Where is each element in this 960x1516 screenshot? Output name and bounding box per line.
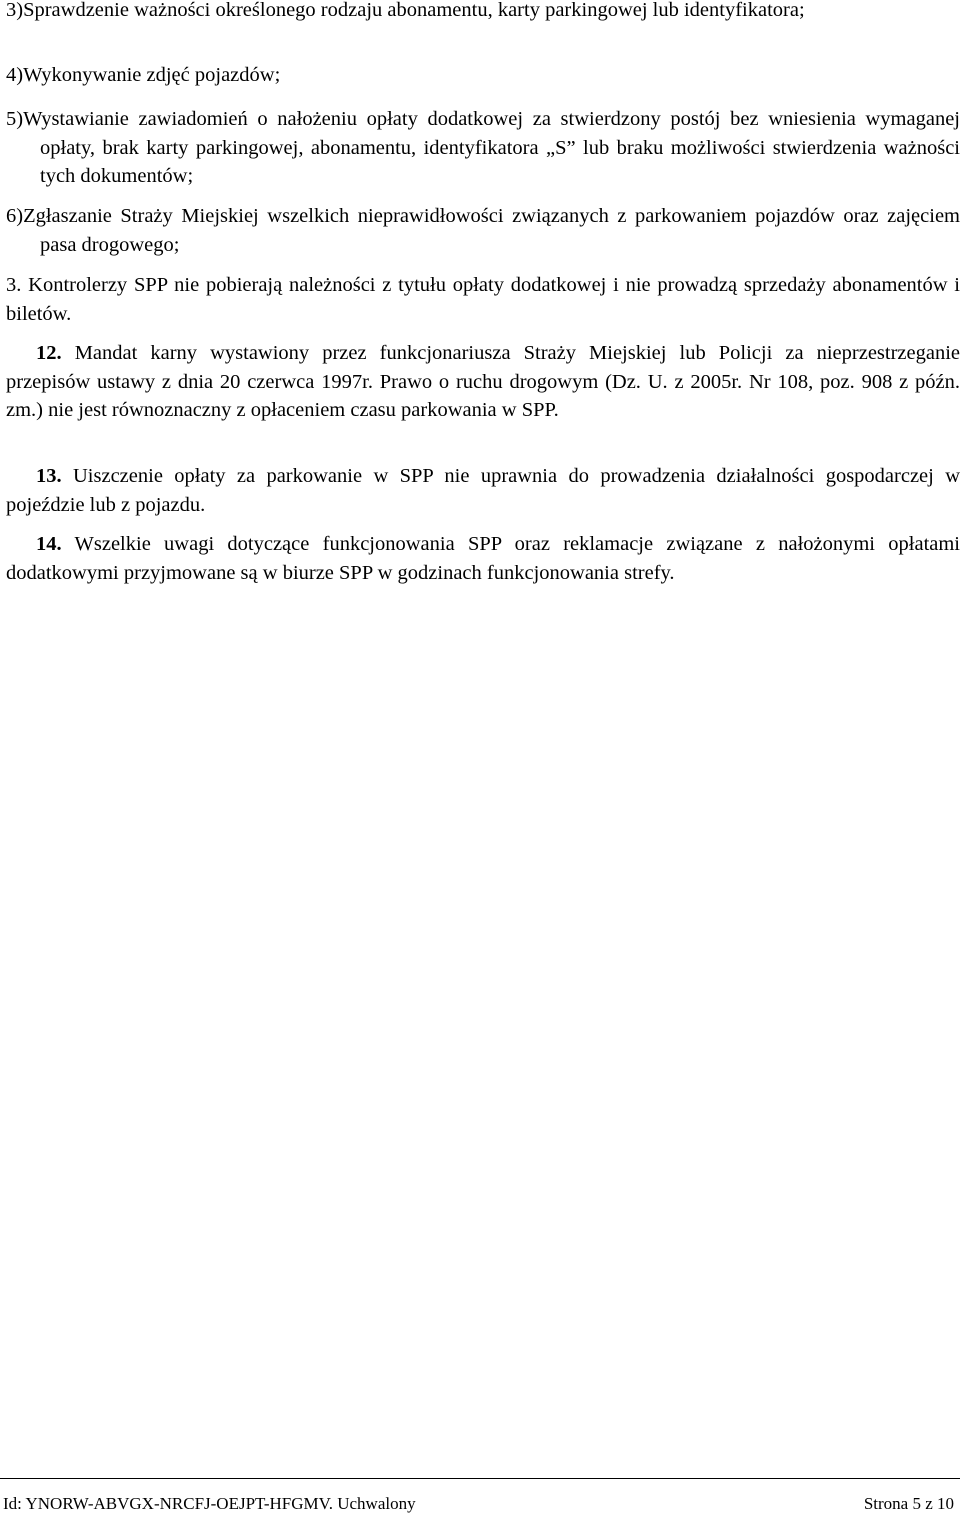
section-14-text: Wszelkie uwagi dotyczące funkcjonowania SPP oraz reklamacje związane z nałożonymi opłatami dodatkowymi przyjmowane są w biurze SPP w godzinach funkcjonowania strefy. — [6, 533, 960, 584]
page-number: Strona 5 z 10 — [863, 1494, 954, 1513]
document-id: Id: YNORW-ABVGX-NRCFJ-OEJPT-HFGMV. Uchwalony — [3, 1494, 416, 1513]
section-13-text: Uiszczenie opłaty za parkowanie w SPP nie uprawnia do prowadzenia działalności gospodarczej w pojeździe lub z pojazdu. — [6, 465, 960, 516]
paragraph-3: 3. Kontrolerzy SPP nie pobierają należności z tytułu opłaty dodatkowej i nie prowadzą sprzedaży abonamentów i biletów. — [6, 274, 960, 325]
section-14 — [6, 530, 960, 587]
list-item-3: 3)Sprawdzenie ważności określonego rodzaju abonamentu, karty parkingowej lub identyfikatora; — [6, 0, 805, 21]
list-item-5: 5)Wystawianie zawiadomień o nałożeniu opłaty dodatkowej za stwierdzony postój bez wniesienia wymaganej opłaty, brak karty parkingowej, abonamentu, identyfikatora „S” lub braku możliwości stwierdzenia ważności tych dokumentów; — [6, 108, 960, 187]
section-14-number: 14. — [36, 533, 62, 555]
list-item-6: 6)Zgłaszanie Straży Miejskiej wszelkich nieprawidłowości związanych z parkowaniem pojazdów oraz zajęciem pasa drogowego; — [6, 205, 960, 256]
list-item-4: 4)Wykonywanie zdjęć pojazdów; — [6, 64, 281, 86]
page-footer — [0, 1478, 960, 1513]
section-12 — [6, 339, 960, 425]
section-13 — [6, 462, 960, 519]
section-12-text: Mandat karny wystawiony przez funkcjonariusza Straży Miejskiej lub Policji za nieprzestrzeganie przepisów ustawy z dnia 20 czerwca 1997r. Prawo o ruchu drogowym (Dz. U. z 2005r. Nr 108, poz. 908 z późn. zm.) nie jest równoznaczny z opłaceniem czasu parkowania w SPP. — [6, 342, 960, 421]
section-12-number: 12. — [36, 342, 62, 364]
section-13-number: 13. — [36, 465, 62, 487]
